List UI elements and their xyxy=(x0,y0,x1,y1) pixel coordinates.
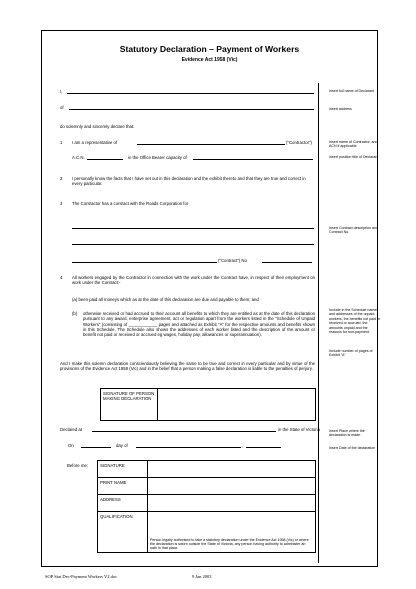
day-of-label: day of xyxy=(116,443,128,448)
contract-description-line-1[interactable] xyxy=(72,228,314,229)
sidebar-note-contract: Insert Contract description and Contract No. xyxy=(329,226,378,235)
contract-description-line-2[interactable] xyxy=(72,244,314,245)
of-label: of xyxy=(60,105,64,110)
witness-print-name-field[interactable] xyxy=(148,478,316,495)
declared-place-field[interactable] xyxy=(92,431,276,432)
contract-number-field[interactable] xyxy=(262,262,312,263)
witness-print-name-label: PRINT NAME xyxy=(98,478,148,495)
witness-qualification-field[interactable] xyxy=(148,512,316,553)
contract-description-line-3[interactable] xyxy=(72,262,217,263)
contractor-name-field[interactable] xyxy=(137,144,285,145)
declarant-address-field[interactable] xyxy=(69,109,314,110)
sidebar-note-address: Insert address xyxy=(329,107,352,111)
item-2-text: I personally know the facts that I have set out in this declaration and the exhibit thereto and that they are true and correct in every particular. xyxy=(72,176,306,187)
acn-field[interactable] xyxy=(87,159,123,160)
declarant-signature-field[interactable] xyxy=(158,389,316,421)
contractor-suffix: ("Contractor") xyxy=(286,140,312,145)
witness-address-label: ADDRESS xyxy=(98,495,148,512)
witness-qualification-label: QUALIFICATION xyxy=(98,512,148,553)
item-number-1: 1 xyxy=(60,140,63,145)
sidebar-note-schedule: Include in the Schedule names and addresses of the unpaid workers, the benefits not paid or received or accrued, the amounts unpaid and the reasons for non-payment. xyxy=(329,308,381,335)
item-4-text: All workers engaged by the Contractor in connection with the work under the Contract have, in respect of their employment on work under the Contract:- xyxy=(72,275,315,286)
item-3-text: The Contractor has a contract with the Roads Corporation for xyxy=(72,201,189,206)
declarant-name-field[interactable] xyxy=(67,93,314,94)
office-bearer-field[interactable] xyxy=(193,159,313,160)
sidebar-note-date: Insert Date of the declaration xyxy=(329,446,376,450)
closing-declaration: And I make this solemn declaration conscientiously believing the same to be true and correct in every particular and by virtue of the provisions of the Evidence Act 1958 (Vic) and in the belief that a person making a false declaration is liable to the penalties of perjury. xyxy=(60,361,315,372)
sidebar-note-position: Insert position title of Declarant xyxy=(329,155,379,159)
item-4b-label: (b) xyxy=(72,311,78,316)
sidebar-note-pages: Include number of pages of Exhibit "A" xyxy=(329,349,373,358)
state-label: in the State of Victoria xyxy=(278,427,320,432)
declared-year-field[interactable] xyxy=(246,447,281,448)
solemnly-declare: do solemnly and sincerely declare that: xyxy=(60,124,135,129)
sidebar-note-contractor: Insert name of Contractor, and ACN if applicable xyxy=(329,140,378,149)
footer-filename: SOP Stat Dec-Payment Workers V2.doc xyxy=(45,574,118,579)
item-4b-text: otherwise received or had accrued to their account all benefits to which they are entitled as at the date of this declaration pursuant to any award, enterprise agreement, act or regulation apart from the workers listed in the "Schedule of Unpaid Workers" (consisting of ____________ pages and attached as Exhibit "A" for the respective amounts and benefits shown in this Schedule. The Schedule also shows the addresses of each worker listed and the description of the amount or benefit not paid or received or accrued eg wages, holiday pay, allowances or superannuation). xyxy=(83,311,315,338)
declarant-signature-label: SIGNATURE OF PERSON MAKING DECLARATION xyxy=(101,389,158,421)
sidebar-note-place: Insert Place where the declaration is made. xyxy=(329,429,365,438)
item-number-4: 4 xyxy=(60,275,63,280)
declarant-signature-box xyxy=(100,388,316,421)
contract-suffix: ("Contract") No xyxy=(218,258,247,263)
qualification-note: Person legally authorised to take a statutory declaration under the Evidence Act 1958 (Vic) or where the declaration is sworn outside the State of Victoria, any person having authority to administer an oath in that place. xyxy=(150,537,309,551)
item-4a-text: (a) been paid all moneys which as at the date of this declaration are due and payable to them; and xyxy=(72,297,259,302)
witness-table xyxy=(97,460,316,553)
document-subtitle: Evidence Act 1958 (Vic) xyxy=(181,57,238,63)
declared-at-label: Declared at xyxy=(60,427,82,432)
office-bearer-label: in the Office Bearer capacity of xyxy=(128,155,187,160)
representative-label: I am a representative of xyxy=(72,140,118,145)
witness-address-field[interactable] xyxy=(148,495,316,512)
acn-label: A.C.N. xyxy=(72,155,85,160)
i-label: I, xyxy=(60,89,63,94)
item-number-2: 2 xyxy=(60,176,63,181)
declared-month-field[interactable] xyxy=(136,447,241,448)
witness-signature-field[interactable] xyxy=(148,461,316,478)
sidebar-note-full-name: Insert full name of Declarant xyxy=(329,89,374,93)
before-me-label: Before me: xyxy=(67,463,89,468)
document-title: Statutory Declaration – Payment of Workers xyxy=(119,44,300,54)
item-number-3: 3 xyxy=(60,201,63,206)
date-comma: , xyxy=(242,443,244,448)
declared-day-field[interactable] xyxy=(81,447,111,448)
on-label: On xyxy=(68,443,74,448)
witness-signature-label: SIGNATURE xyxy=(98,461,148,478)
margin-divider xyxy=(318,83,319,563)
footer-date: 9 Jan 2003 xyxy=(192,574,212,579)
